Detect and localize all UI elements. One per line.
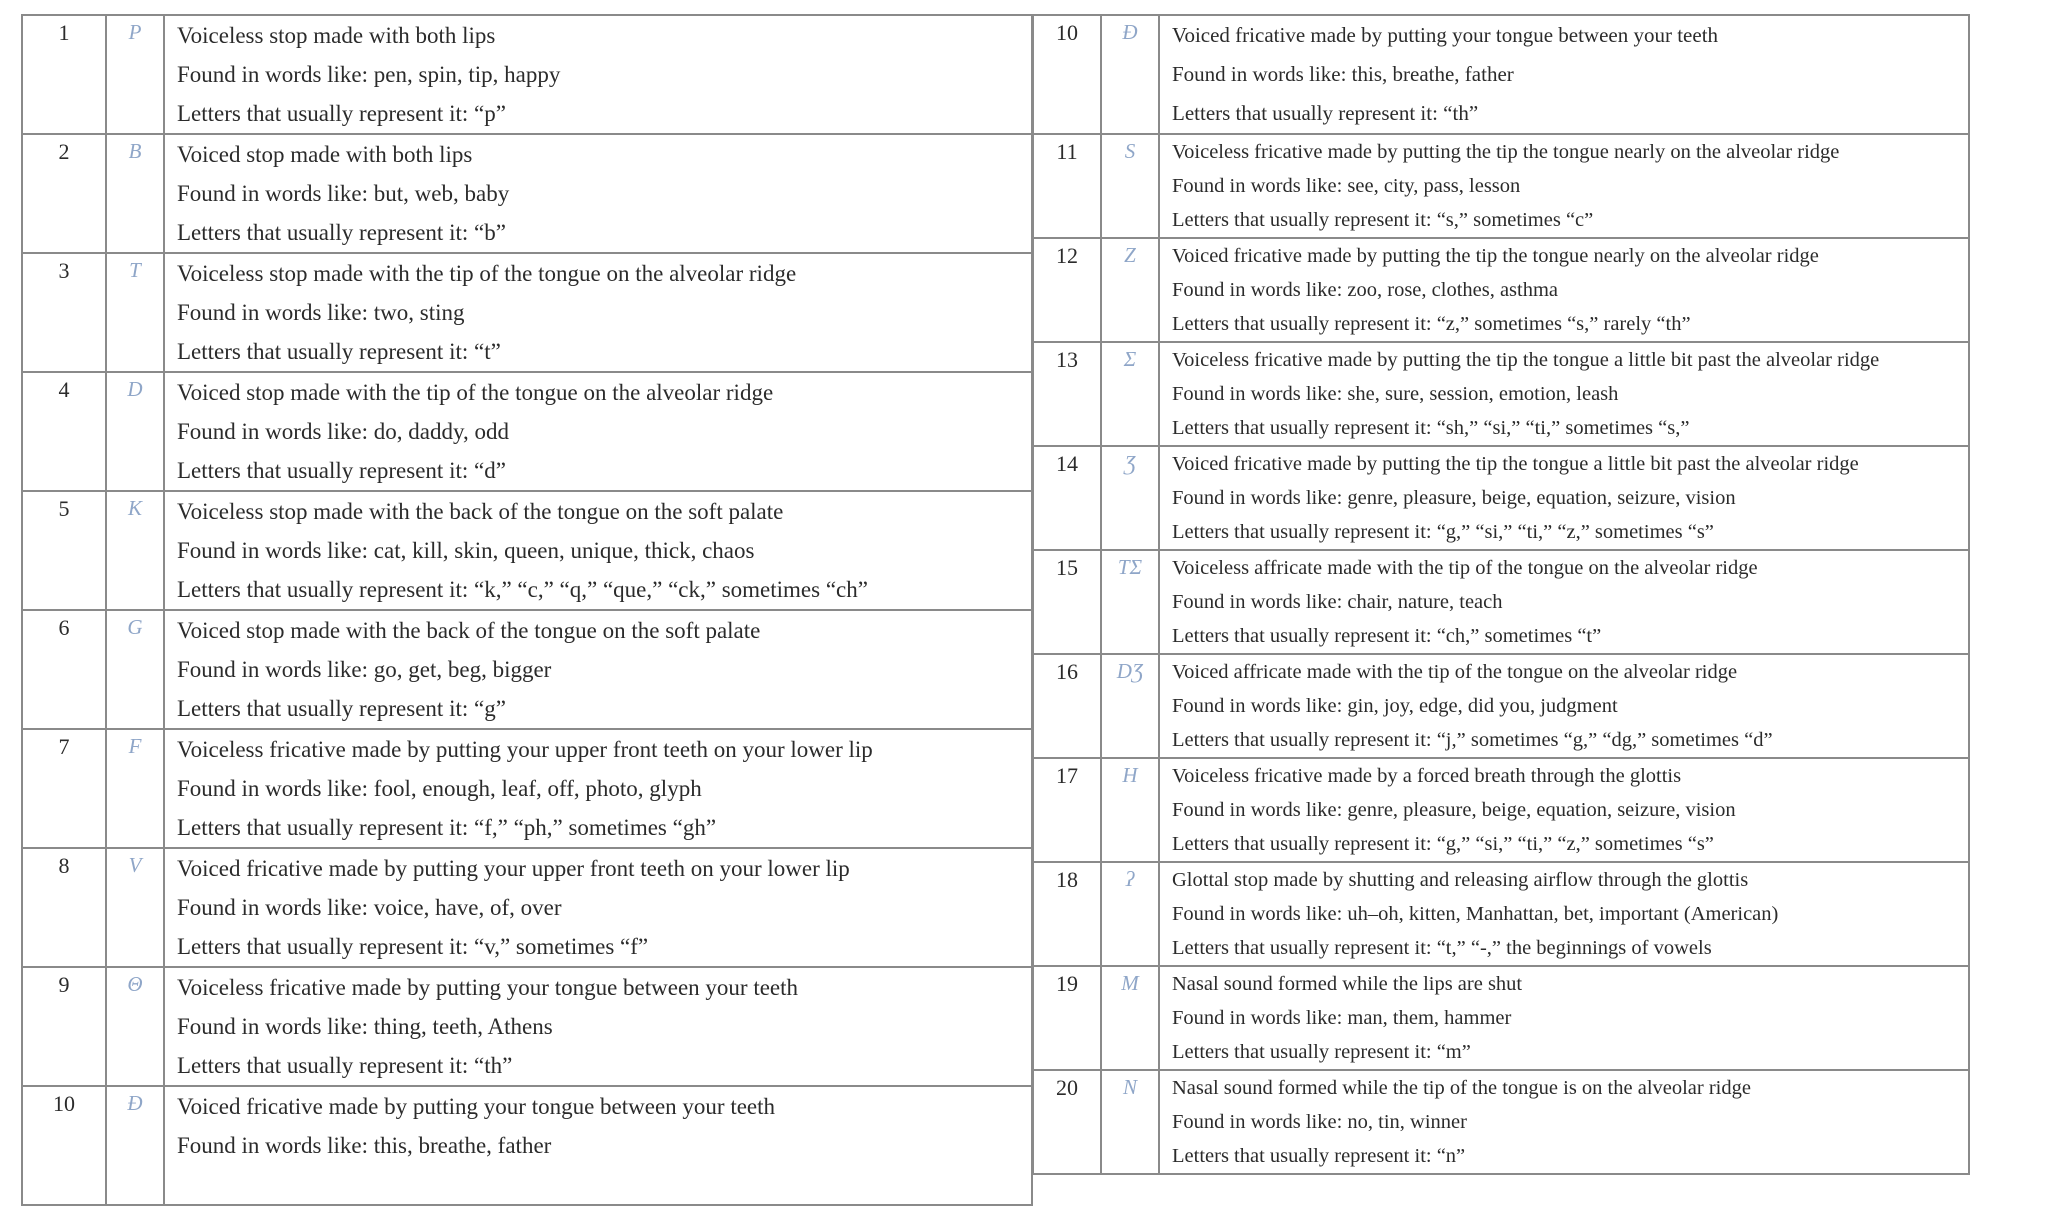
table-row bbox=[1033, 758, 1969, 862]
spelling-letters: Letters that usually represent it: “k,” “c,” “q,” “que,” “ck,” sometimes “ch” bbox=[177, 577, 868, 602]
row-number: 19 bbox=[1033, 966, 1101, 1070]
phoneme-symbol: H bbox=[1101, 758, 1159, 862]
phoneme-symbol: Θ bbox=[106, 967, 164, 1086]
row-number: 18 bbox=[1033, 862, 1101, 966]
phoneme-symbol: G bbox=[106, 610, 164, 729]
example-words: Found in words like: see, city, pass, lesson bbox=[1172, 175, 1521, 197]
phoneme-description-cell bbox=[1159, 862, 1969, 966]
row-number: 14 bbox=[1033, 446, 1101, 550]
example-words: Found in words like: uh–oh, kitten, Manhattan, bet, important (American) bbox=[1172, 903, 1779, 925]
consonant-table-right bbox=[1032, 14, 1970, 1175]
table-row bbox=[1033, 1070, 1969, 1174]
phoneme-description: Glottal stop made by shutting and releasing airflow through the glottis bbox=[1172, 869, 1749, 891]
spelling-letters: Letters that usually represent it: “z,” sometimes “s,” rarely “th” bbox=[1172, 313, 1691, 335]
row-number: 4 bbox=[22, 372, 106, 491]
phoneme-description-cell bbox=[164, 134, 1032, 253]
spelling-letters: Letters that usually represent it: “th” bbox=[1172, 101, 1479, 125]
phoneme-description-cell bbox=[1159, 966, 1969, 1070]
example-words: Found in words like: go, get, beg, bigger bbox=[177, 657, 552, 682]
row-number: 16 bbox=[1033, 654, 1101, 758]
phoneme-description: Nasal sound formed while the lips are shut bbox=[1172, 973, 1523, 995]
phoneme-description-cell bbox=[164, 848, 1032, 967]
spelling-letters: Letters that usually represent it: “d” bbox=[177, 458, 506, 483]
row-number: 12 bbox=[1033, 238, 1101, 342]
table-row bbox=[1033, 550, 1969, 654]
phoneme-description: Voiceless fricative made by putting the tip the tongue nearly on the alveolar ridge bbox=[1172, 141, 1840, 163]
example-words: Found in words like: chair, nature, teach bbox=[1172, 591, 1503, 613]
row-number: 5 bbox=[22, 491, 106, 610]
spelling-letters: Letters that usually represent it: “v,” sometimes “f” bbox=[177, 934, 649, 959]
table-row bbox=[22, 15, 1032, 134]
table-row bbox=[1033, 15, 1969, 134]
row-number: 20 bbox=[1033, 1070, 1101, 1174]
example-words: Found in words like: but, web, baby bbox=[177, 181, 510, 206]
example-words: Found in words like: two, sting bbox=[177, 300, 465, 325]
phoneme-description: Voiced affricate made with the tip of the tongue on the alveolar ridge bbox=[1172, 661, 1738, 683]
table-row bbox=[22, 967, 1032, 1086]
row-number: 10 bbox=[22, 1086, 106, 1205]
spelling-letters: Letters that usually represent it: “ch,” sometimes “t” bbox=[1172, 625, 1602, 647]
spelling-letters bbox=[177, 1165, 1031, 1204]
phoneme-description-cell bbox=[164, 15, 1032, 134]
phoneme-description-cell bbox=[164, 1086, 1032, 1205]
phoneme-description-cell bbox=[1159, 550, 1969, 654]
phoneme-description-cell bbox=[164, 253, 1032, 372]
phoneme-description-cell bbox=[1159, 758, 1969, 862]
phoneme-description-cell bbox=[1159, 134, 1969, 238]
spelling-letters: Letters that usually represent it: “m” bbox=[1172, 1041, 1471, 1063]
row-number: 2 bbox=[22, 134, 106, 253]
example-words: Found in words like: fool, enough, leaf, off, photo, glyph bbox=[177, 776, 702, 801]
phoneme-symbol: TΣ bbox=[1101, 550, 1159, 654]
table-row bbox=[22, 848, 1032, 967]
row-number: 15 bbox=[1033, 550, 1101, 654]
phoneme-description-cell bbox=[1159, 342, 1969, 446]
phoneme-description-cell bbox=[164, 372, 1032, 491]
phoneme-description-cell bbox=[1159, 654, 1969, 758]
row-number: 11 bbox=[1033, 134, 1101, 238]
spelling-letters: Letters that usually represent it: “g,” “si,” “ti,” “z,” sometimes “s” bbox=[1172, 833, 1714, 855]
example-words: Found in words like: genre, pleasure, beige, equation, seizure, vision bbox=[1172, 799, 1736, 821]
phoneme-description-cell bbox=[164, 729, 1032, 848]
phoneme-symbol: F bbox=[106, 729, 164, 848]
spelling-letters: Letters that usually represent it: “g” bbox=[177, 696, 506, 721]
example-words: Found in words like: genre, pleasure, beige, equation, seizure, vision bbox=[1172, 487, 1736, 509]
table-row bbox=[22, 610, 1032, 729]
phoneme-description: Voiced stop made with the back of the tongue on the soft palate bbox=[177, 618, 761, 643]
phoneme-symbol: Ð bbox=[1101, 15, 1159, 134]
spelling-letters: Letters that usually represent it: “s,” sometimes “c” bbox=[1172, 209, 1594, 231]
spelling-letters: Letters that usually represent it: “th” bbox=[177, 1053, 513, 1078]
phoneme-symbol: B bbox=[106, 134, 164, 253]
row-number: 7 bbox=[22, 729, 106, 848]
phoneme-description: Voiceless affricate made with the tip of the tongue on the alveolar ridge bbox=[1172, 557, 1758, 579]
example-words: Found in words like: she, sure, session, emotion, leash bbox=[1172, 383, 1619, 405]
spelling-letters: Letters that usually represent it: “f,” “ph,” sometimes “gh” bbox=[177, 815, 717, 840]
phoneme-symbol: T bbox=[106, 253, 164, 372]
example-words: Found in words like: thing, teeth, Athens bbox=[177, 1014, 553, 1039]
phoneme-description: Voiceless fricative made by putting your tongue between your teeth bbox=[177, 975, 799, 1000]
spelling-letters: Letters that usually represent it: “g,” “si,” “ti,” “z,” sometimes “s” bbox=[1172, 521, 1714, 543]
phoneme-symbol: Σ bbox=[1101, 342, 1159, 446]
table-row bbox=[22, 134, 1032, 253]
phoneme-symbol: Ð bbox=[106, 1086, 164, 1205]
table-row bbox=[1033, 342, 1969, 446]
phoneme-description: Voiced fricative made by putting your tongue between your teeth bbox=[177, 1094, 776, 1119]
phoneme-symbol: S bbox=[1101, 134, 1159, 238]
spelling-letters: Letters that usually represent it: “p” bbox=[177, 101, 506, 126]
phoneme-description: Nasal sound formed while the tip of the tongue is on the alveolar ridge bbox=[1172, 1077, 1751, 1099]
spelling-letters: Letters that usually represent it: “t” bbox=[177, 339, 501, 364]
table-row bbox=[22, 253, 1032, 372]
phoneme-description: Voiced fricative made by putting your tongue between your teeth bbox=[1172, 23, 1719, 47]
phoneme-symbol: DƷ bbox=[1101, 654, 1159, 758]
example-words: Found in words like: no, tin, winner bbox=[1172, 1111, 1467, 1133]
row-number: 8 bbox=[22, 848, 106, 967]
row-number: 9 bbox=[22, 967, 106, 1086]
spelling-letters: Letters that usually represent it: “n” bbox=[1172, 1145, 1466, 1167]
row-number: 10 bbox=[1033, 15, 1101, 134]
table-row bbox=[22, 729, 1032, 848]
table-row bbox=[22, 491, 1032, 610]
phoneme-description: Voiceless fricative made by a forced breath through the glottis bbox=[1172, 765, 1682, 787]
row-number: 17 bbox=[1033, 758, 1101, 862]
phoneme-description: Voiced stop made with the tip of the tongue on the alveolar ridge bbox=[177, 380, 774, 405]
row-number: 3 bbox=[22, 253, 106, 372]
phoneme-description-cell bbox=[1159, 1070, 1969, 1174]
example-words: Found in words like: gin, joy, edge, did you, judgment bbox=[1172, 695, 1618, 717]
example-words: Found in words like: man, them, hammer bbox=[1172, 1007, 1512, 1029]
row-number: 13 bbox=[1033, 342, 1101, 446]
phoneme-description: Voiceless fricative made by putting the tip the tongue a little bit past the alveolar ridge bbox=[1172, 349, 1880, 371]
phoneme-description-cell bbox=[164, 491, 1032, 610]
example-words: Found in words like: pen, spin, tip, happy bbox=[177, 62, 561, 87]
table-row bbox=[1033, 238, 1969, 342]
row-number: 6 bbox=[22, 610, 106, 729]
table-row bbox=[1033, 654, 1969, 758]
spelling-letters: Letters that usually represent it: “t,” “-,” the beginnings of vowels bbox=[1172, 937, 1712, 959]
table-row bbox=[1033, 446, 1969, 550]
phoneme-description: Voiced stop made with both lips bbox=[177, 142, 473, 167]
table-row bbox=[1033, 134, 1969, 238]
spelling-letters: Letters that usually represent it: “j,” sometimes “g,” “dg,” sometimes “d” bbox=[1172, 729, 1773, 751]
phoneme-description: Voiced fricative made by putting the tip the tongue nearly on the alveolar ridge bbox=[1172, 245, 1819, 267]
phoneme-symbol: V bbox=[106, 848, 164, 967]
phoneme-symbol: Z bbox=[1101, 238, 1159, 342]
row-number: 1 bbox=[22, 15, 106, 134]
phoneme-description-cell bbox=[1159, 15, 1969, 134]
example-words: Found in words like: this, breathe, father bbox=[177, 1133, 552, 1158]
phoneme-description-cell bbox=[164, 610, 1032, 729]
table-row bbox=[1033, 966, 1969, 1070]
phoneme-description: Voiceless stop made with both lips bbox=[177, 23, 496, 48]
phoneme-symbol: Ʒ bbox=[1101, 446, 1159, 550]
phoneme-description: Voiceless stop made with the tip of the tongue on the alveolar ridge bbox=[177, 261, 797, 286]
phoneme-symbol: K bbox=[106, 491, 164, 610]
phoneme-description: Voiceless stop made with the back of the tongue on the soft palate bbox=[177, 499, 784, 524]
phoneme-description: Voiced fricative made by putting your upper front teeth on your lower lip bbox=[177, 856, 850, 881]
example-words: Found in words like: this, breathe, father bbox=[1172, 62, 1514, 86]
table-row bbox=[22, 372, 1032, 491]
phoneme-symbol: P bbox=[106, 15, 164, 134]
phoneme-symbol: ʔ bbox=[1101, 862, 1159, 966]
spelling-letters: Letters that usually represent it: “sh,” “si,” “ti,” sometimes “s,” bbox=[1172, 417, 1690, 439]
example-words: Found in words like: zoo, rose, clothes, asthma bbox=[1172, 279, 1559, 301]
phoneme-symbol: N bbox=[1101, 1070, 1159, 1174]
table-row bbox=[1033, 862, 1969, 966]
example-words: Found in words like: voice, have, of, over bbox=[177, 895, 562, 920]
example-words: Found in words like: cat, kill, skin, queen, unique, thick, chaos bbox=[177, 538, 755, 563]
phoneme-description: Voiced fricative made by putting the tip the tongue a little bit past the alveolar ridge bbox=[1172, 453, 1859, 475]
phoneme-description-cell bbox=[1159, 238, 1969, 342]
table-row bbox=[22, 1086, 1032, 1205]
example-words: Found in words like: do, daddy, odd bbox=[177, 419, 509, 444]
phoneme-symbol: M bbox=[1101, 966, 1159, 1070]
consonant-table-left bbox=[21, 14, 1033, 1206]
phoneme-description: Voiceless fricative made by putting your upper front teeth on your lower lip bbox=[177, 737, 873, 762]
phoneme-description-cell bbox=[164, 967, 1032, 1086]
phoneme-symbol: D bbox=[106, 372, 164, 491]
spelling-letters: Letters that usually represent it: “b” bbox=[177, 220, 506, 245]
phoneme-description-cell bbox=[1159, 446, 1969, 550]
